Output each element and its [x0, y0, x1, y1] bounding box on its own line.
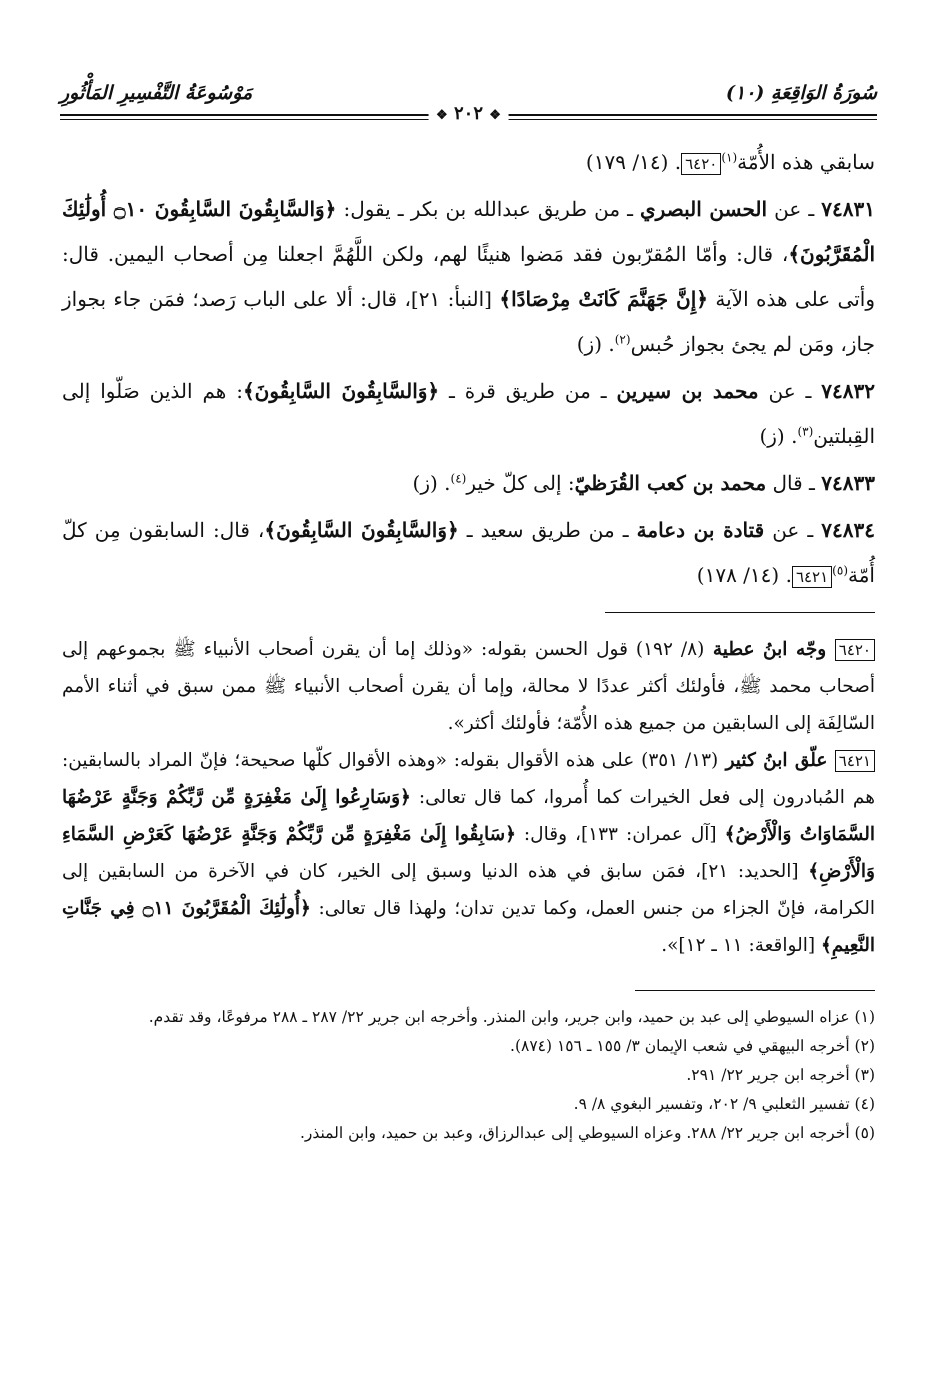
main-text — [62, 140, 875, 1148]
note-author: وجّه ابنُ عطية — [704, 639, 835, 660]
footnote-ref: (٢) — [614, 332, 631, 347]
footnote-ref: (٣) — [797, 424, 814, 439]
text: ـ من طريق قرة ـ — [439, 379, 617, 403]
narrator-name: محمد بن سيرين — [616, 379, 759, 403]
footnotes — [62, 1003, 875, 1148]
text: ، قال: السابقون مِن كلّ أُمّة — [62, 518, 875, 587]
commentary-notes — [62, 631, 875, 964]
surah-title: سُورَةُ الوَاقِعَةِ (١٠) — [725, 82, 877, 104]
note-6420 — [62, 631, 875, 742]
page-number-group — [428, 103, 509, 124]
narration-74834 — [62, 508, 875, 598]
footnote: (٢) أخرجه البيهقي في شعب الإيمان ٣/ ١٥٥ ـ ١٥٦ (٨٧٤). — [510, 1037, 875, 1055]
narration-74831 — [62, 187, 875, 367]
paragraph-continuation — [62, 140, 875, 185]
text: . (ز) — [412, 471, 451, 495]
quran-verse: ﴿أُولَٰئِكَ الْمُقَرَّبُونَ ۝١١ فِي جَنَّاتِ النَّعِيمِ﴾ — [62, 898, 875, 956]
narration-number: ٧٤٨٣٢ — [821, 379, 876, 403]
text: سابقي هذه الأُمّة — [737, 150, 875, 174]
text: . (ز) — [759, 424, 798, 448]
footnote: (١) عزاه السيوطي إلى عبد بن حميد، وابن جرير، وابن المنذر. وأخرجه ابن جرير ٢٢/ ٢٨٧ ـ ٢٨٨ مرفوعًا، وقد تقدم. — [148, 1008, 875, 1026]
text: ـ من طريق عبدالله بن بكر ـ يقول: — [336, 197, 641, 221]
text: (١٣/ ٣٥١) على هذه الأقوال بقوله: «وهذه الأقوال كلّها صحيحة؛ فإنّ المراد بالسابقين: هم المُبادرون إلى فعل الخيرات كما أُمروا، كما قال تعالى: — [62, 750, 875, 808]
quran-verse: ﴿وَالسَّابِقُونَ السَّابِقُونَ﴾ — [264, 518, 459, 542]
text: ، قال: وأمّا المُقرّبون فقد مَضوا هنيئًا لهم، ولكن اللَّهُمَّ اجعلنا مِن أصحاب اليمين. قال: وأتى على هذه الآية — [62, 242, 875, 311]
text: : هم الذين صَلّوا إلى القِبلتين — [62, 379, 875, 448]
footnotes-separator — [635, 990, 875, 991]
quran-verse: ﴿إِنَّ جَهَنَّمَ كَانَتْ مِرْصَادًا﴾ — [499, 287, 709, 311]
text: [الواقعة: ١١ ـ ١٢]». — [661, 935, 821, 956]
quran-verse: ﴿وَسَارِعُوا إِلَىٰ مَغْفِرَةٍ مِّن رَّبِّكُمْ وَجَنَّةٍ عَرْضُهَا السَّمَاوَاتُ وَالْأَرْضُ﴾ — [62, 787, 876, 845]
text: . (١٤/ ١٧٨) — [696, 563, 792, 587]
text: ـ عن — [758, 379, 822, 403]
note-ref-box: ٦٤٢١ — [792, 566, 832, 588]
notes-separator — [605, 612, 875, 613]
note-ref-box: ٦٤٢٠ — [681, 153, 721, 175]
text: ـ من طريق سعيد ـ — [458, 518, 637, 542]
narration-number: ٧٤٨٣٤ — [821, 518, 875, 542]
book-title: مَوْسُوعَةُ التَّفْسِيرِ المَأْثُورِ — [60, 82, 253, 104]
quran-verse: ﴿وَالسَّابِقُونَ السَّابِقُونَ﴾ — [242, 379, 440, 403]
footnote-ref: (١) — [721, 150, 738, 165]
text: ـ عن — [764, 518, 822, 542]
note-box-label: ٦٤٢١ — [835, 750, 875, 772]
text: . (١٤/ ١٧٩) — [585, 150, 682, 174]
narration-number: ٧٤٨٣١ — [821, 197, 875, 221]
text: [الحديد: ٢١]، فمَن سابق في هذه الدنيا وسبق إلى الخير، كان في الآخرة من السابقين إلى الكرامة، فإنّ الجزاء من جنس العمل، وكما تدين تدان؛ ولهذا قال تعالى: — [62, 861, 876, 919]
text: : إلى كلّ خير — [466, 471, 575, 495]
footnote: (٥) أخرجه ابن جرير ٢٢/ ٢٨٨. وعزاه السيوطي إلى عبدالرزاق، وعبد بن حميد، وابن المنذر. — [299, 1124, 875, 1142]
text: [النبأ: ٢١]، قال: ألا على الباب رَصد؛ فمَن جاء بجواز جاز، ومَن لم يجئ بجواز حُبس — [62, 287, 875, 356]
narration-74832 — [62, 369, 875, 459]
text: ـ عن — [767, 197, 822, 221]
narrator-name: محمد بن كعب القُرَظيّ — [574, 471, 767, 495]
text: . (ز) — [576, 332, 615, 356]
narration-number: ٧٤٨٣٣ — [821, 471, 875, 495]
note-box-label: ٦٤٢٠ — [835, 639, 875, 661]
footnote: (٣) أخرجه ابن جرير ٢٢/ ٢٩١. — [686, 1066, 875, 1084]
page-number: ٢٠٢ — [453, 103, 484, 124]
narrator-name: الحسن البصري — [640, 197, 768, 221]
text: (٨/ ١٩٢) قول الحسن بقوله: «وذلك إما أن يقرن أصحاب الأنبياء ﷺ بجموعهم إلى أصحاب محمد ﷺ، فأولئك أكثر عددًا لا محالة، وإما أن يقرن أصحاب الأنبياء ﷺ ممن سبق في أثناء الأمم السّالِفَة إلى السابقين من جميع هذه الأُمّة؛ فأولئك أكثر». — [62, 639, 875, 734]
footnote: (٤) تفسير الثعلبي ٩/ ٢٠٢، وتفسير البغوي ٨/ ٩. — [573, 1095, 875, 1113]
text: [آل عمران: ١٣٣]، وقال: — [515, 824, 725, 845]
narrator-name: قتادة بن دعامة — [636, 518, 765, 542]
quran-verse: ﴿سَابِقُوا إِلَىٰ مَغْفِرَةٍ مِّن رَّبِّكُمْ وَجَنَّةٍ عَرْضُهَا كَعَرْضِ السَّمَاءِ وَالْأَرْضِ﴾ — [62, 824, 875, 882]
footnote-ref: (٥) — [832, 563, 848, 578]
note-6421 — [62, 742, 875, 964]
footnote-ref: (٤) — [450, 471, 467, 486]
ornament-icon: ❖ — [489, 108, 501, 123]
text: ـ قال — [766, 471, 822, 495]
quran-verse: ﴿وَالسَّابِقُونَ السَّابِقُونَ ۝١٠ أُولَٰئِكَ الْمُقَرَّبُونَ﴾ — [62, 197, 875, 266]
ornament-icon: ❖ — [436, 108, 448, 123]
narration-74833 — [62, 461, 875, 506]
running-header — [60, 70, 877, 126]
note-author: علّق ابنُ كثير — [718, 750, 835, 771]
